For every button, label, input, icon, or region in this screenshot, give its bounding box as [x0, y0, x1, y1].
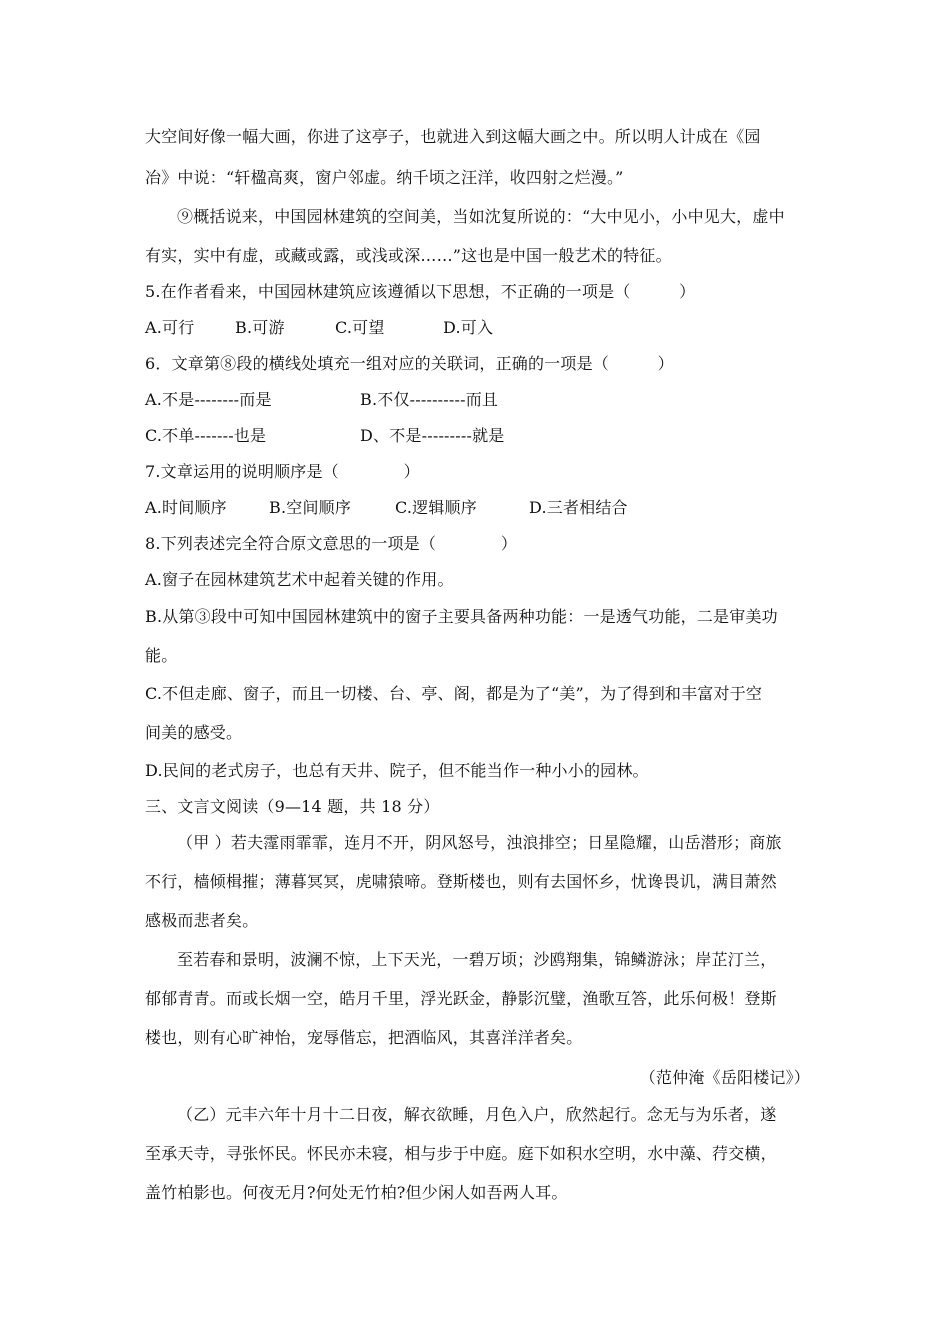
q7-option-b: B.空间顺序 — [269, 498, 352, 517]
jia-p1-line-1: （甲 ）若夫霪雨霏霏，连月不开，阴风怒号，浊浪排空；日星隐耀，山岳潜形；商旅 — [177, 833, 782, 852]
yi-p1-line-3: 盖竹柏影也。何夜无月?何处无竹柏?但少闲人如吾两人耳。 — [145, 1183, 568, 1202]
yi-p1-line-2: 至承天寺，寻张怀民。怀民亦未寝，相与步于中庭。庭下如积水空明，水中藻、荇交横， — [145, 1144, 777, 1163]
q5-option-b: B.可游 — [235, 318, 285, 337]
paragraph-9-line-2: 有实，实中有虚，或藏或露，或浅或深……”这也是中国一般艺术的特征。 — [145, 246, 672, 265]
jia-source: （范仲淹《岳阳楼记》） — [639, 1068, 810, 1087]
jia-p1-line-3: 感极而悲者矣。 — [145, 911, 259, 930]
question-7-stem: 7.文章运用的说明顺序是（ ） — [145, 462, 420, 481]
paragraph-8-line-1: 大空间好像一幅大画，你进了这亭子，也就进入到这幅大画之中。所以明人计成在《园 — [145, 127, 761, 146]
q8-option-d: D.民间的老式房子，也总有天井、院子，但不能当作一种小小的园林。 — [145, 761, 649, 780]
paragraph-9-line-1: ⑨概括说来，中国园林建筑的空间美，当如沈复所说的：“大中见小，小中见大，虚中 — [177, 207, 785, 226]
q8-option-c-line-2: 间美的感受。 — [145, 723, 243, 742]
q6-option-c: C.不单-------也是 — [145, 426, 267, 445]
jia-p2-line-1: 至若春和景明，波澜不惊，上下天光，一碧万顷；沙鸥翔集，锦鳞游泳；岸芷汀兰， — [177, 950, 777, 969]
yi-p1-line-1: （乙）元丰六年十月十二日夜，解衣欲睡，月色入户，欣然起行。念无与为乐者，遂 — [177, 1105, 777, 1124]
q7-option-d: D.三者相结合 — [529, 498, 628, 517]
q8-option-a: A.窗子在园林建筑艺术中起着关键的作用。 — [145, 570, 454, 589]
jia-p1-line-2: 不行，樯倾楫摧；薄暮冥冥，虎啸猿啼。登斯楼也，则有去国怀乡，忧谗畏讥，满目萧然 — [145, 872, 777, 891]
section-3-title: 三、文言文阅读（9—14 题，共 18 分） — [145, 797, 440, 816]
q8-option-b-line-2: 能。 — [145, 646, 178, 665]
q7-option-a: A.时间顺序 — [145, 498, 227, 517]
q6-option-a: A.不是--------而是 — [145, 390, 272, 409]
q6-option-d: D、不是---------就是 — [360, 426, 505, 445]
jia-p2-line-2: 郁郁青青。而或长烟一空，皓月千里，浮光跃金，静影沉璧，渔歌互答，此乐何极！登斯 — [145, 989, 777, 1008]
q6-option-b: B.不仅----------而且 — [360, 390, 499, 409]
question-8-stem: 8.下列表述完全符合原文意思的一项是（ ） — [145, 534, 518, 553]
q7-option-c: C.逻辑顺序 — [395, 498, 477, 517]
q5-option-a: A.可行 — [145, 318, 195, 337]
q8-option-b-line-1: B.从第③段中可知中国园林建筑中的窗子主要具备两种功能：一是透气功能，二是审美功 — [145, 607, 778, 626]
q5-option-c: C.可望 — [335, 318, 385, 337]
question-6-stem: 6．文章第⑧段的横线处填充一组对应的关联词，正确的一项是（ ） — [145, 354, 674, 373]
question-5-stem: 5.在作者看来，中国园林建筑应该遵循以下思想，不正确的一项是（ ） — [145, 282, 696, 301]
paragraph-8-line-2: 冶》中说：“轩楹高爽，窗户邻虚。纳千顷之汪洋，收四射之烂漫。” — [145, 168, 624, 187]
q5-option-d: D.可入 — [443, 318, 494, 337]
jia-p2-line-3: 楼也，则有心旷神怡，宠辱偕忘，把酒临风，其喜洋洋者矣。 — [145, 1028, 583, 1047]
q8-option-c-line-1: C.不但走廊、窗子，而且一切楼、台、亭、阁，都是为了“美”，为了得到和丰富对于空 — [145, 684, 763, 703]
